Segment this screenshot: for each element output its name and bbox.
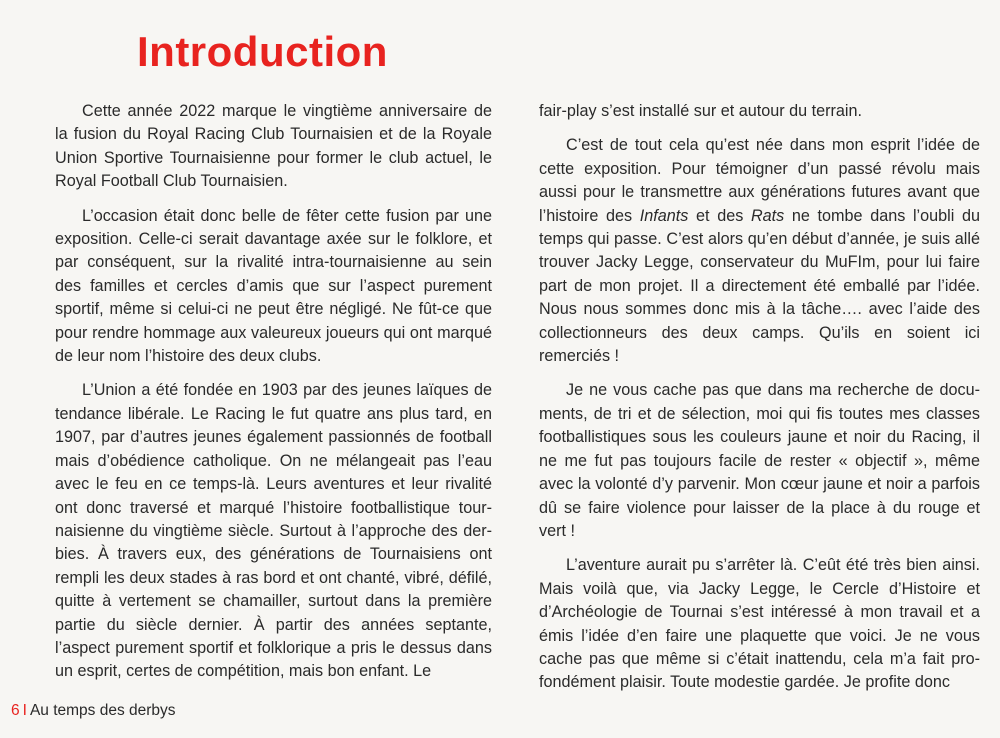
left-column bbox=[55, 100, 492, 695]
paragraph bbox=[539, 134, 980, 368]
paragraph: Cette année 2022 marque le vingtième anniversaire de la fusion du Royal Racing Club Tournaisien et de la Royale Union Sportive Tournaisienne pour former le club actuel, le Royal Football Club Tournaisien. bbox=[55, 102, 492, 191]
running-title: Au temps des derbys bbox=[29, 702, 176, 719]
paragraph-text: et des bbox=[688, 206, 751, 225]
page-footer bbox=[11, 702, 176, 720]
emphasis-infants: Infants bbox=[639, 206, 689, 225]
page-number: 6 bbox=[11, 702, 20, 719]
paragraph: L’Union a été fondée en 1903 par des jeunes laïques de tendance libérale. Le Racing le fut quatre ans plus tard, en 1907, par d’autres jeunes également passionnés de football mais d’obédience catholique. On ne mélangeait pas l’eau avec le feu en ce temps-là. Leurs aventures et leur rivalité ont donc traversé et marqué l’histoire footballistique tournaisienne du vingtième siècle. Surtout à l’approche des derbies. À travers eux, des générations de Tournaisiens ont rempli les deux stades à ras bord et ont chanté, vibré, défilé, quitte à vertement se chamailler, surtout dans la première partie du siècle dernier. À partir des années septante, l’aspect purement sportif et folklorique a pris le dessus dans un esprit, certes de compétition, mais bon enfant. Le bbox=[55, 381, 492, 681]
right-column bbox=[539, 100, 980, 706]
page-title: Introduction bbox=[137, 28, 388, 75]
paragraph-continuation: fair-play s’est installé sur et autour du terrain. bbox=[539, 102, 862, 120]
paragraph: L’aventure aurait pu s’arrêter là. C’eût été très bien ainsi. Mais voilà que, via Jacky Legge, le Cercle d’Histoire et d’Archéologie de Tournai s’est intéressé à mon travail et a émis l’idée d’en faire une plaquette que voici. Je ne vous cache pas que même si c’était inattendu, cela m’a fait profondément plaisir. Toute modestie gardée. Je profite donc bbox=[539, 556, 980, 692]
emphasis-rats: Rats bbox=[750, 206, 785, 225]
paragraph-text: C’est de tout cela qu’est née dans mon esprit l’idée de cette exposition. Pour témoigner d’un passé révolu mais aussi pour le transmettre aux générations futures avant que l’histoire des bbox=[539, 136, 980, 225]
paragraph: Je ne vous cache pas que dans ma recherche de documents, de tri et de sélection, moi qui fis toutes mes classes footballistiques sous les couleurs jaune et noir du Racing, il ne me fut pas toujours facile de rester « objectif », même avec la volonté d’y parvenir. Mon cœur jaune et noir a parfois dû se faire violence pour laisser de la place à du rouge et vert ! bbox=[539, 381, 980, 540]
footer-separator: I bbox=[22, 702, 27, 719]
paragraph-text: ne tombe dans l’oubli du temps qui passe. C’est alors qu’en début d’année, je suis allé trouver Jacky Legge, conservateur du MuFIm, pour lui faire part de mon projet. Il a directement été emballé par l’idée. Nous nous sommes donc mis à la tâche…. avec l’aide des collectionneurs des deux camps. Qu’ils en soient ici remerciés ! bbox=[539, 206, 980, 366]
paragraph: L’occasion était donc belle de fêter cette fusion par une exposition. Celle-ci serait davantage axée sur le folklore, et par conséquent, sur la rivalité intra-tournaisienne au sein des familles et cercles d’amis que sur l’aspect purement sportif, même si celui-ci ne peut être négligé. Ne fût-ce que pour rendre hommage aux valeureux joueurs qui ont marqué de leur nom l’histoire des deux clubs. bbox=[55, 206, 492, 366]
